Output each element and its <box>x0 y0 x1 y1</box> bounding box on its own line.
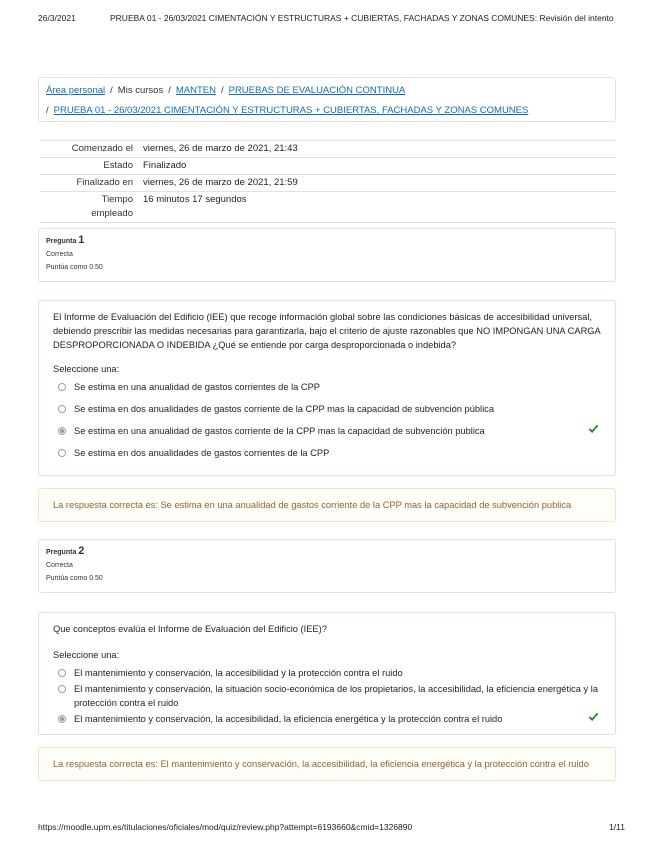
question-1-info <box>38 228 616 282</box>
check-icon <box>588 423 599 434</box>
answer-option-label: Se estima en dos anualidades de gastos corrientes de la CPP <box>74 448 330 458</box>
question-grade: Puntúa como 0.50 <box>46 575 103 582</box>
radio-button-checked[interactable] <box>58 715 66 723</box>
question-number: Pregunta 2 <box>46 545 85 557</box>
question-number-value: 2 <box>78 545 85 557</box>
breadcrumb-separator: / <box>220 85 224 96</box>
question-2-info <box>38 539 616 593</box>
summary-label: Tiempo empleado <box>40 192 139 223</box>
print-url: https://moodle.upm.es/titulaciones/oficiales/mod/quiz/review.php?attempt=6193660&cmid=1326890 <box>38 822 413 832</box>
radio-button[interactable] <box>58 405 66 413</box>
radio-button[interactable] <box>58 685 66 693</box>
print-date: 26/3/2021 <box>38 13 76 23</box>
answer-option-label: Se estima en dos anualidades de gastos corriente de la CPP mas la capacidad de subvención pública <box>74 404 495 414</box>
answer-option[interactable] <box>53 380 601 394</box>
answer-option[interactable] <box>53 666 601 680</box>
answer-option-label: El mantenimiento y conservación, la situación socio-económica de los propietarios, la accesibilidad, la eficiencia energética y la protección contra el ruido <box>74 684 598 708</box>
breadcrumb-mis-cursos[interactable]: Mis cursos <box>117 85 164 96</box>
radio-button[interactable] <box>58 383 66 391</box>
answer-option-selected[interactable] <box>53 712 601 726</box>
summary-row <box>40 158 616 175</box>
summary-value: viernes, 26 de marzo de 2021, 21:59 <box>139 175 616 192</box>
question-text: Que conceptos evalúa el Informe de Evaluación del Edificio (IEE)? <box>53 624 327 634</box>
answer-option-selected[interactable] <box>53 424 601 438</box>
question-1-feedback <box>38 488 616 522</box>
summary-value: 16 minutos 17 segundos <box>139 192 616 223</box>
summary-value: viernes, 26 de marzo de 2021, 21:43 <box>139 141 616 158</box>
answer-option-label: El mantenimiento y conservación, la accesibilidad y la protección contra el ruido <box>74 668 403 678</box>
right-answer: La respuesta correcta es: El mantenimiento y conservación, la accesibilidad, la eficiencia energética y la protección contra el ruido <box>53 759 589 769</box>
summary-row <box>40 141 616 158</box>
question-2-formulation <box>38 612 616 735</box>
radio-button-checked[interactable] <box>58 427 66 435</box>
question-number: Pregunta 1 <box>46 234 85 246</box>
question-state: Correcta <box>46 251 73 258</box>
answer-option-label: Se estima en una anualidad de gastos corriente de la CPP mas la capacidad de subvención publica <box>74 426 485 436</box>
answer-prompt: Seleccione una: <box>53 364 120 374</box>
summary-row <box>40 192 616 223</box>
summary-value: Finalizado <box>139 158 616 175</box>
answer-option[interactable] <box>53 402 601 416</box>
question-text: El Informe de Evaluación del Edificio (IEE) que recoge información global sobre las condiciones básicas de accesibilidad universal, debiendo prescribir las medidas necesarias para garantizarla, bajo el criterio de ajuste razonables que NO IMPONGAN UNA CARGA DESPROPORCIONADA O INDEBIDA ¿Qué se entiende por carga desproporcionada o indebida? <box>53 312 601 350</box>
answer-option-label: El mantenimiento y conservación, la accesibilidad, la eficiencia energética y la protección contra el ruido <box>74 714 503 724</box>
radio-button[interactable] <box>58 669 66 677</box>
print-footer <box>38 822 625 832</box>
print-header <box>38 13 625 23</box>
breadcrumb-separator: / <box>110 85 113 96</box>
breadcrumb-separator: / <box>168 85 171 96</box>
breadcrumb-course[interactable]: MANTEN <box>175 85 216 96</box>
answer-option-label: Se estima en una anualidad de gastos corrientes de la CPP <box>74 382 321 392</box>
question-state: Correcta <box>46 562 73 569</box>
print-page-number: 1/11 <box>609 822 625 832</box>
radio-button[interactable] <box>58 449 66 457</box>
summary-row <box>40 175 616 192</box>
summary-label: Estado <box>40 158 139 175</box>
question-grade: Puntúa como 0.50 <box>46 264 103 271</box>
print-title: PRUEBA 01 - 26/03/2021 CIMENTACIÓN Y ESTRUCTURAS + CUBIERTAS, FACHADAS Y ZONAS COMUNES: Revisión del intento <box>110 13 614 23</box>
breadcrumb-separator: / <box>46 105 49 116</box>
breadcrumb-area-personal[interactable]: Área personal <box>46 85 106 96</box>
question-2-feedback <box>38 747 616 781</box>
summary-label: Comenzado el <box>40 141 139 158</box>
breadcrumb-section[interactable]: PRUEBAS DE EVALUACIÓN CONTINUA <box>228 85 406 96</box>
answer-option[interactable] <box>53 682 601 710</box>
check-icon <box>588 711 599 722</box>
breadcrumb-quiz[interactable]: PRUEBA 01 - 26/03/2021 CIMENTACIÓN Y ESTRUCTURAS + CUBIERTAS, FACHADAS Y ZONAS COMUNES <box>53 105 529 116</box>
summary-label: Finalizado en <box>40 175 139 192</box>
answer-prompt: Seleccione una: <box>53 650 120 660</box>
breadcrumb <box>38 77 616 122</box>
question-number-value: 1 <box>78 234 85 246</box>
attempt-summary-table <box>40 140 616 223</box>
question-1-formulation <box>38 300 616 476</box>
right-answer: La respuesta correcta es: Se estima en una anualidad de gastos corriente de la CPP mas la capacidad de subvención publica <box>53 500 572 510</box>
answer-option[interactable] <box>53 446 601 460</box>
